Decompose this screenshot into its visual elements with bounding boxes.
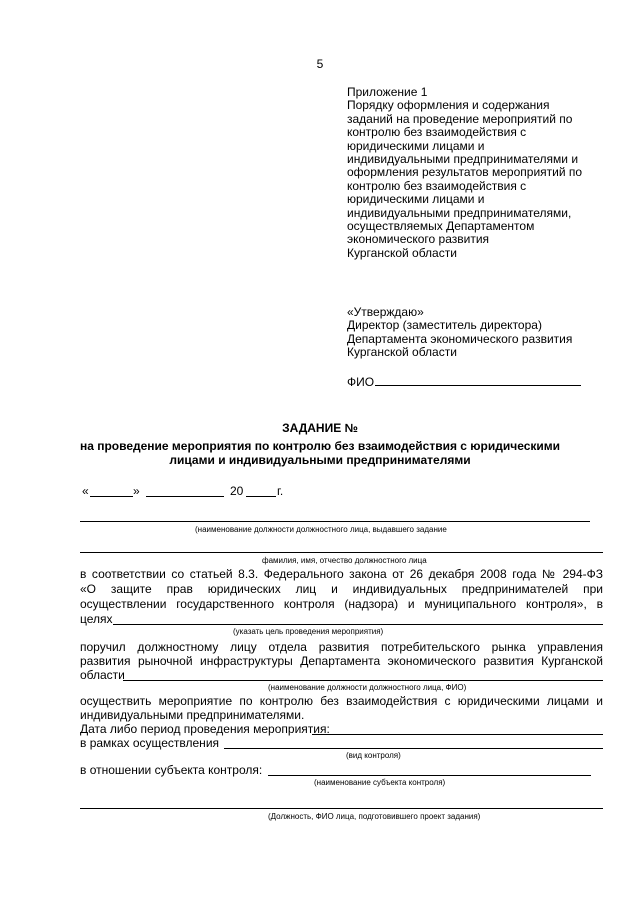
accordance-line-2: «О защите прав юридических лиц и индивидуальных предпринимателей при xyxy=(80,582,603,596)
year-field[interactable] xyxy=(246,496,276,497)
approval-block xyxy=(347,306,572,360)
purpose-field[interactable] xyxy=(113,624,603,625)
fio-underline xyxy=(375,374,581,386)
preparer-caption: (Должность, ФИО лица, подготовившего проект задания) xyxy=(268,812,481,821)
appendix-line: контролю без взаимодействия с xyxy=(347,125,527,140)
carry-out-line-1: осуществить мероприятие по контролю без взаимодействия с юридическими лицами и xyxy=(80,694,603,708)
appendix-line: заданий на проведение мероприятий по xyxy=(347,111,573,126)
month-field[interactable] xyxy=(146,496,224,497)
purpose-caption: (указать цель проведения мероприятия) xyxy=(233,627,384,636)
date-open-quote: « xyxy=(82,484,89,498)
appendix-header xyxy=(347,86,582,260)
date-close-quote: » xyxy=(133,484,140,498)
appendix-line: юридическими лицами и xyxy=(347,138,485,153)
appendix-line: Приложение 1 xyxy=(347,85,428,99)
task-subtitle-line-1: на проведение мероприятия по контролю без взаимодействия с юридическими xyxy=(79,439,561,453)
approval-line: Курганской области xyxy=(347,345,457,360)
fio-label: ФИО xyxy=(347,375,375,389)
official-position-field[interactable] xyxy=(80,521,590,522)
appendix-line: Курганской области xyxy=(347,245,457,260)
appendix-line: контролю без взаимодействия с xyxy=(347,178,527,193)
official-name-field[interactable] xyxy=(80,552,603,553)
subject-caption: (наименование субъекта контроля) xyxy=(314,778,446,787)
accordance-line-1: в соответствии со статьей 8.3. Федерального закона от 26 декабря 2008 года № 294-ФЗ xyxy=(80,567,603,581)
page-number: 5 xyxy=(316,57,324,71)
appendix-line: индивидуальными предпринимателями, xyxy=(347,205,572,220)
appendix-line: индивидуальными предпринимателями и xyxy=(347,152,579,167)
approval-line: Департамента экономического развития xyxy=(347,331,573,346)
appendix-line: оформления результатов мероприятий по xyxy=(347,165,583,180)
appendix-line: экономического развития xyxy=(347,232,490,247)
purpose-label: целях xyxy=(80,612,113,626)
subject-label: в отношении субъекта контроля: xyxy=(80,763,263,777)
control-type-caption: (вид контроля) xyxy=(346,751,401,760)
accordance-line-3: осуществлении государственного контроля (надзора) и муниципального контроля», в xyxy=(80,597,603,611)
carry-out-line-2: индивидуальными предпринимателями. xyxy=(80,708,305,722)
official-position-caption: (наименование должности должностного лица, выдавшего задание xyxy=(195,525,447,534)
appendix-line: осуществляемых Департаментом xyxy=(347,219,535,234)
within-label: в рамках осуществления xyxy=(80,736,220,750)
position-fio-caption: (наименование должности должностного лица, ФИО) xyxy=(268,683,467,692)
appendix-line: юридическими лицами и xyxy=(347,192,485,207)
task-subtitle-line-2: лицами и индивидуальными предпринимателями xyxy=(169,453,471,467)
instructed-line-1: поручил должностному лицу отдела развития потребительского рынка управления xyxy=(80,640,603,654)
subject-field[interactable] xyxy=(268,775,591,776)
control-type-field[interactable] xyxy=(224,748,603,749)
official-position-fio-field[interactable] xyxy=(123,680,603,681)
day-field[interactable] xyxy=(90,496,133,497)
year-prefix: 20 xyxy=(230,484,244,498)
instructed-line-3: области xyxy=(80,668,125,682)
approval-fio-field[interactable] xyxy=(347,374,581,389)
date-period-label: Дата либо период проведения мероприятия: xyxy=(80,722,330,736)
appendix-line: Порядку оформления и содержания xyxy=(347,98,550,113)
date-period-field[interactable] xyxy=(312,734,603,735)
instructed-line-2: развития рыночной инфраструктуры Департамента экономического развития Курганской xyxy=(80,654,603,668)
task-heading: ЗАДАНИЕ № xyxy=(282,421,358,435)
approval-line: Директор (заместитель директора) xyxy=(347,318,542,333)
preparer-field[interactable] xyxy=(80,808,603,809)
approval-line: «Утверждаю» xyxy=(347,305,424,319)
year-suffix: г. xyxy=(277,484,284,498)
full-name-caption: фамилия, имя, отчество должностного лица xyxy=(262,556,427,565)
